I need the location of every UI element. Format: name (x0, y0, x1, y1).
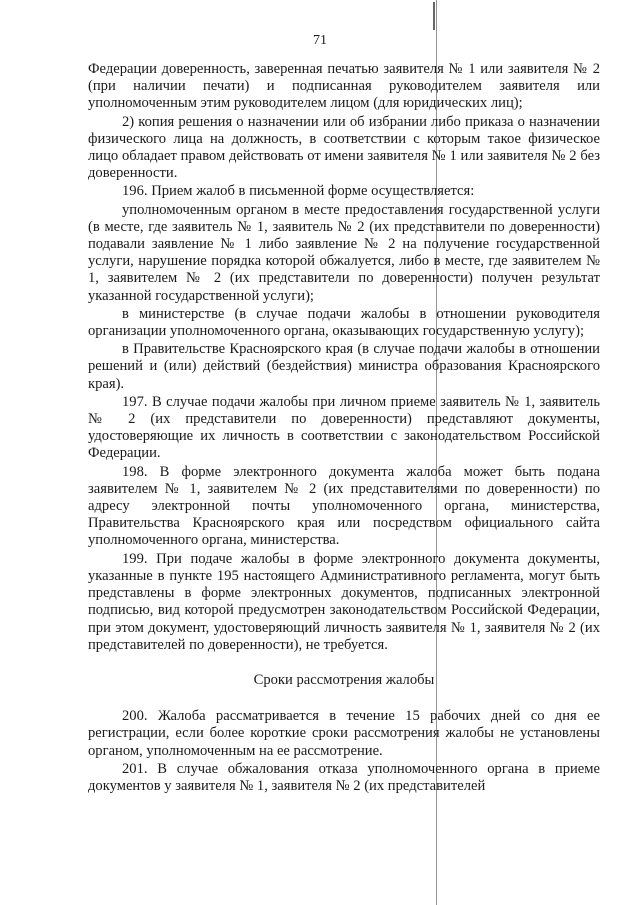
paragraph: в Правительстве Красноярского края (в случае подачи жалобы в отношении решений и (или) действий (бездействия) министра образования Красноярского края). (88, 341, 600, 392)
scan-artifact-top (433, 2, 435, 30)
paragraph: 201. В случае обжалования отказа уполномоченного органа в приеме документов у заявителя № 1, заявителя № 2 (их представителей (88, 760, 600, 794)
paragraph: Федерации доверенность, заверенная печатью заявителя № 1 или заявителя № 2 (при наличии печати) и подписанная руководителем заявителя или уполномоченным этим руководителем лицом (для юридических лиц); (88, 61, 600, 112)
paragraph: 199. При подаче жалобы в форме электронного документа документы, указанные в пункте 195 настоящего Административного регламента, могут быть представлены в форме электронных документов, подписанных электронной подписью, вид которой предусмотрен законодательством Российской Федерации, при этом документ, удостоверяющий личность заявителя № 1, заявителя № 2 (их представителей по доверенности), не требуется. (88, 550, 600, 653)
paragraph: 2) копия решения о назначении или об избрании либо приказа о назначении физического лица на должность, в соответствии с которым такое физическое лицо обладает правом действовать от имени заявителя № 1 или заявителя № 2 без доверенности. (88, 113, 600, 182)
paragraph: уполномоченным органом в месте предоставления государственной услуги (в месте, где заявитель № 1, заявитель № 2 (их представители по доверенности) подавали заявление № 1 либо заявление № 2 на получение государственной услуги, нарушение порядка которой обжалуется, либо в месте, где заявителем № 1, заявителем № 2 (их представители по доверенности) получен результат указанной государственной услуги); (88, 201, 600, 304)
paragraph: 197. В случае подачи жалобы при личном приеме заявитель № 1, заявитель № 2 (их представители по доверенности) представляют документы, удостоверяющие их личность в соответствии с законодательством Российской Федерации. (88, 393, 600, 462)
paragraph: 200. Жалоба рассматривается в течение 15 рабочих дней со дня ее регистрации, если более короткие сроки рассмотрения жалобы не установлены органом, уполномоченным на ее рассмотрение. (88, 708, 600, 759)
paragraph: 198. В форме электронного документа жалоба может быть подана заявителем № 1, заявителем № 2 (их представителями по доверенности) по адресу электронной почты уполномоченного органа, министерства, Правительства Красноярского края или посредством официального сайта уполномоченного органа, министерства. (88, 463, 600, 549)
page-number: 71 (313, 33, 327, 48)
document-body (88, 61, 600, 796)
paragraph: в министерстве (в случае подачи жалобы в отношении руководителя организации уполномоченного органа, оказывающих государственную услугу); (88, 305, 600, 340)
paragraph: 196. Прием жалоб в письменной форме осуществляется: (122, 183, 475, 200)
section-heading: Сроки рассмотрения жалобы (253, 671, 435, 688)
